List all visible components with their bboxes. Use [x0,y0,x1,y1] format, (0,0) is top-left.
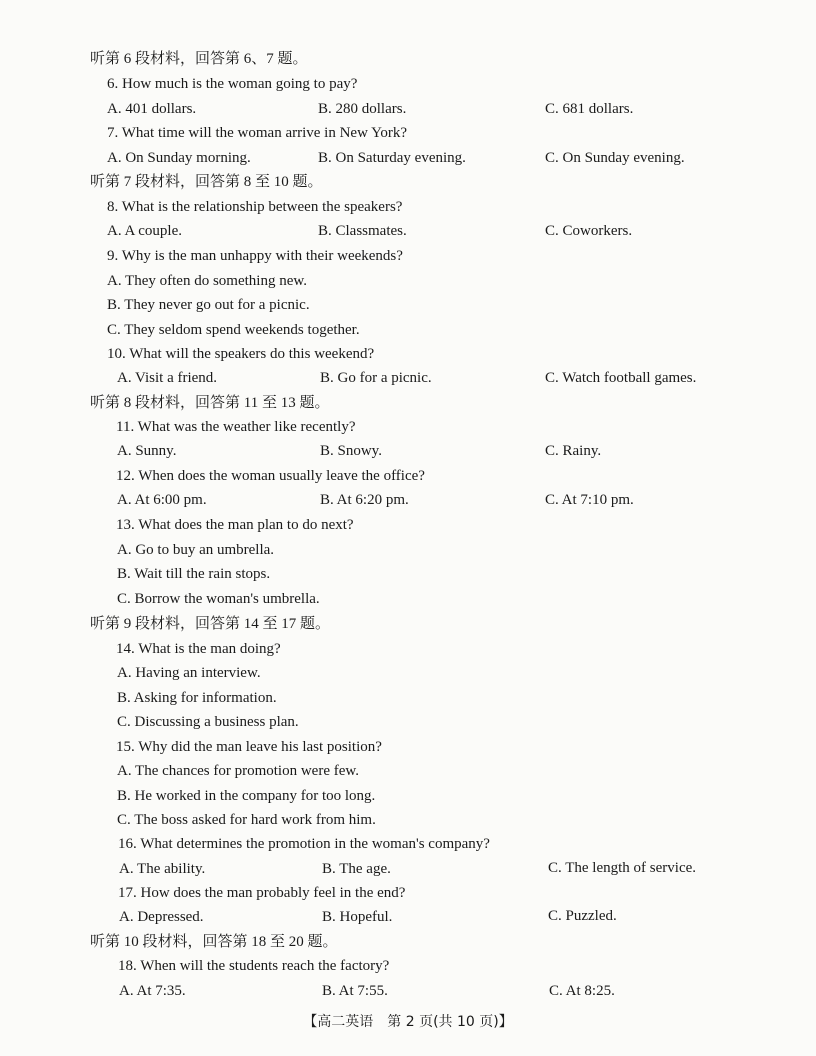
question-9-option-c: C. They seldom spend weekends together. [107,322,360,338]
question-17-option-c: C. Puzzled. [548,908,617,924]
question-14-option-b: B. Asking for information. [117,690,277,706]
question-10-option-a: A. Visit a friend. [117,370,218,386]
question-7-option-a: A. On Sunday morning. [107,150,251,166]
question-7-stem: 7. What time will the woman arrive in New York? [107,125,408,141]
question-11-option-a: A. Sunny. [117,443,177,459]
question-18-option-c: C. At 8:25. [549,983,615,999]
question-13-option-a: A. Go to buy an umbrella. [117,542,275,558]
section-heading-10: 听第 10 段材料，回答第 18 至 20 题。 [90,934,338,950]
question-10-stem: 10. What will the speakers do this weekend? [107,346,375,362]
section-heading-7: 听第 7 段材料，回答第 8 至 10 题。 [90,174,323,190]
question-16-stem: 16. What determines the promotion in the woman's company? [118,836,490,852]
question-8-option-c: C. Coworkers. [545,223,633,239]
question-15-option-c: C. The boss asked for hard work from him. [117,812,376,828]
question-11-stem: 11. What was the weather like recently? [116,419,356,435]
question-18-stem: 18. When will the students reach the factory? [118,958,390,974]
question-13-option-c: C. Borrow the woman's umbrella. [117,591,320,607]
question-12-option-b: B. At 6:20 pm. [320,492,409,508]
question-12-option-c: C. At 7:10 pm. [545,492,634,508]
question-17-option-b: B. Hopeful. [322,909,393,925]
question-15-stem: 15. Why did the man leave his last position? [116,739,382,755]
question-11-option-c: C. Rainy. [545,443,602,459]
question-8-option-a: A. A couple. [107,223,182,239]
question-9-option-a: A. They often do something new. [107,273,307,289]
question-7-option-b: B. On Saturday evening. [318,150,466,166]
question-14-option-a: A. Having an interview. [117,665,261,681]
question-9-option-b: B. They never go out for a picnic. [107,297,310,313]
question-15-option-a: A. The chances for promotion were few. [117,763,359,779]
question-16-option-b: B. The age. [322,861,391,877]
question-14-option-c: C. Discussing a business plan. [117,714,299,730]
question-16-option-a: A. The ability. [119,861,206,877]
question-16-option-c: C. The length of service. [548,860,697,876]
question-12-option-a: A. At 6:00 pm. [117,492,207,508]
question-10-option-b: B. Go for a picnic. [320,370,432,386]
question-12-stem: 12. When does the woman usually leave the office? [116,468,425,484]
question-6-stem: 6. How much is the woman going to pay? [107,76,358,92]
question-6-option-b: B. 280 dollars. [318,101,407,117]
question-10-option-c: C. Watch football games. [545,370,697,386]
question-18-option-a: A. At 7:35. [119,983,186,999]
question-11-option-b: B. Snowy. [320,443,382,459]
question-9-stem: 9. Why is the man unhappy with their weekends? [107,248,403,264]
section-heading-8: 听第 8 段材料，回答第 11 至 13 题。 [90,395,330,411]
question-18-option-b: B. At 7:55. [322,983,388,999]
question-8-option-b: B. Classmates. [318,223,407,239]
question-14-stem: 14. What is the man doing? [116,641,281,657]
question-6-option-a: A. 401 dollars. [107,101,197,117]
question-17-option-a: A. Depressed. [119,909,204,925]
section-heading-6: 听第 6 段材料，回答第 6、7 题。 [90,51,308,67]
question-15-option-b: B. He worked in the company for too long. [117,788,376,804]
question-13-option-b: B. Wait till the rain stops. [117,566,271,582]
question-6-option-c: C. 681 dollars. [545,101,634,117]
question-13-stem: 13. What does the man plan to do next? [116,517,354,533]
section-heading-9: 听第 9 段材料，回答第 14 至 17 题。 [90,616,331,632]
question-7-option-c: C. On Sunday evening. [545,150,685,166]
page-footer: 【高二英语 第 2 页(共 10 页)】 [303,1014,513,1030]
question-8-stem: 8. What is the relationship between the speakers? [107,199,403,215]
question-17-stem: 17. How does the man probably feel in the end? [118,885,406,901]
